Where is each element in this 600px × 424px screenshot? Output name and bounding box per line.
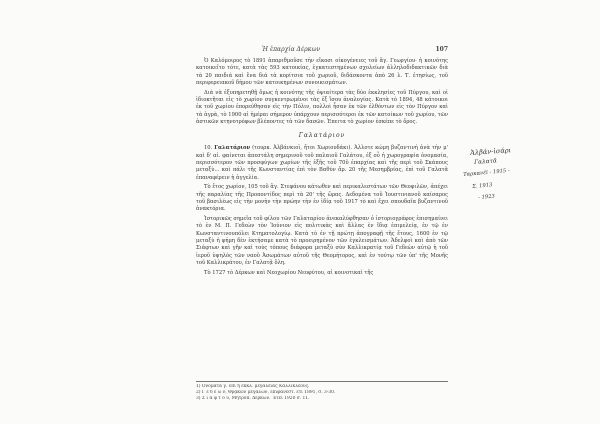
paragraph: Ὁ Καλόμοιρος τὸ 1891 ἀπαριθμοῦσε τὴν εἴκοσι οἰκογένειες τοῦ ἄγ. Γεωργίου· ἡ κοινότης κατοικεῖτο τότε, κατὰ τὰς 593 κατοικίας, ἐγκατεστημένων σχολείων ἀλληλοδιδακτικῶν διὰ τὰ 20 παιδιά καὶ ἔνα διά τὰ κορίτσια τοῦ χωριοῦ, διδάσκοντα ἀπὸ 26 λ. Τ. ἐτησίως, τοῦ περιφερειακοῦ δήμου τῶν κατοικημένων συνοικισμάτων.	[196, 58, 448, 86]
handwritten-margin-note: Σ. 1913	[472, 182, 493, 190]
running-title: Ἡ ἐπαρχία Δέρκων	[262, 46, 321, 53]
footnote: 1) Ὀνόματα γ. ἐπὶ ἡ ἐκκλ. μεγαλείας Καλλικλέους.	[196, 384, 310, 389]
paragraph: Τὸ ἔτος χωρίον, 105 τοῦ ἄγ. Στεφάνου κάτωθεν καὶ περικαλεστάτων τῶν Θεοφιλῶν, ἀπέχει τῆς παραλίας τῆς Προποντίδος περὶ τὰ 20' τῆς ὥρας. Δεδομένα τοῦ Ἰουστινιανοῦ καίσαρος τοῦ βασιλέως εἰς τὴν μονὴν τὴν πρώην τὴν ἐν ἰδίᾳ τοῦ 1917 τὸ καὶ ἔχει σπουδαῖα βυζαντινοῦ ἀνακτόρια.	[196, 184, 448, 213]
paragraph: Διά νὰ ἐξυπηρετηθῇ ὅμως ἡ κοινότης τῆς ὀψιαίτερα τὰς δύο ἐκκλησίες τοῦ Πύργου, καὶ οἱ ἰδιοκτῆται εἰς τὸ χωρίον συγκεντρωμένοι τὰς ἐξ ἴσου ἀναλογίας. Κατὰ τὸ 1894, 48 κάτοικοι ἐκ τοῦ χωρίου ἐπορεύθησαν εἰς τὴν Πόλιν, πολλοὶ ἦσαν ἐκ τῶν ἐλθόντων εἰς τὸν Πύργον καὶ τὰ ἀγρὰ, τὸ 1900 αἱ ἡμέραι σήμερον ὑπάρχουν περισσότεροι ἐκ τῶν κατοίκων τοῦ χωρίου, τῶν ἀστικῶν κτηνοτρόφων βλέποντες τὰ τῶν δασῶν. Ἐπειτα τὸ χωρίον ἐσκέπε τὸ ὄρος.	[196, 89, 448, 125]
body-text	[196, 58, 448, 280]
footnote: 3) Σ ι ά φ τ ο υ, Μητρόπ. Δέρκων. Ἔτει 1920 σ. 11.	[196, 396, 310, 401]
section-heading: Γαλατάριον	[298, 132, 346, 140]
handwritten-margin-note: Γαλατᾶ	[474, 158, 498, 166]
handwritten-margin-note: - 1923	[478, 193, 496, 201]
page-number: 107	[435, 46, 448, 53]
handwritten-margin-note: Ταρκανέϊ - 1915 -	[463, 167, 510, 178]
entry-title: Γαλατάριον	[214, 145, 251, 152]
footnote: 2) Γ ε δ ε ὼ ν, Θρᾳκῶν μεγάλων, ἐπιφανέστ. ἔτι 1891, σ. 3-30.	[196, 390, 336, 395]
entry-number: 10.	[204, 145, 213, 152]
paragraph: Ἰστορικῶς σημεῖα τοῦ φίλου τῶν Γαλαταρίου ἀνεκαλύφθησαν ὁ ἱστοριογράφος ἐπισημαίνει τὸ ἐν Μ. Π. Γεδεὼν τὸν Ἱούνιον εἰς πολιτικὰς καὶ ἄλλας ἐν ἴδιᾳ ἐπιμελείᾳ, ἐν τῷ ἐν Κωνσταντινουπόλει Κτηματολογίῳ. Κατὰ τὸ ἐν τῇ πρώτῃ ἀπογραφῇ τῆς ἔτους, 1600 ἐν τῷ μεταξὺ ἡ φήμη δὲν ἐκτήσαμε κατὰ τὸ προειρημένον τῶν ἐγκλεισμάτων. Ἀδελφοὶ καὶ ἀπὸ τῶν Σιάφτων καὶ γῆν καὶ τοὺς τόπους διάφορα μεταξὺ σὺν Καλλικρατίᾳ τοῦ Γεδεὼν αὐτῷ ἡ τοῦ ἰεροῦ ὑψηλὸς τῶν ναοῦ Ἀσωμάτων αὐτοῦ τῆς Θεομήτορος, καὶ ἐν τούτῳ τῶν ὑπ' τῆς Μονῆς τοῦ Καλλικράτου, ἐν Γαλατᾷ ὅλη.	[196, 216, 448, 266]
footnotes	[196, 381, 448, 402]
handwritten-margin-note: Ἀλβάν-ἱσάρι	[470, 146, 512, 157]
entry-text: (τουρκ. Ἀλβάνκιοϊ, ἤτοι Χωριουδάκι). Ἀλλοτε κώμη βυζαντινή ἀνὰ τὴν μ' καὶ δ' αἰ. φαίνεται ἀπεστάλη σημερινοῦ τοῦ παλαιοῦ Γαλάτου, ἐξ οὗ ἡ χωρογραφία ὁνομασία, περισσότερον τῶν προσφύγων χωρίων τῆς ἐξῆς τοῦ 70ῦ ἐπαρχίας καὶ τῆς περὶ τοῦ Σκάπους μεταξὺ... καὶ πάλι τῆς Κωνσταντίας ἐπὶ τὸν Βαθύν ἄρ. 20 τῆς Μεσημβρίας, ἐπὶ τοῦ Γαλατᾶ ἐπαναφέρειν ἡ ἀγγελία.	[196, 145, 449, 181]
entry-paragraph	[196, 145, 448, 181]
paragraph: Τὸ 1727 τὸ Δέρκων καὶ Νεοχωρίου Νεοφύτου, αἱ κοινοτικαὶ τῆς	[204, 269, 374, 276]
